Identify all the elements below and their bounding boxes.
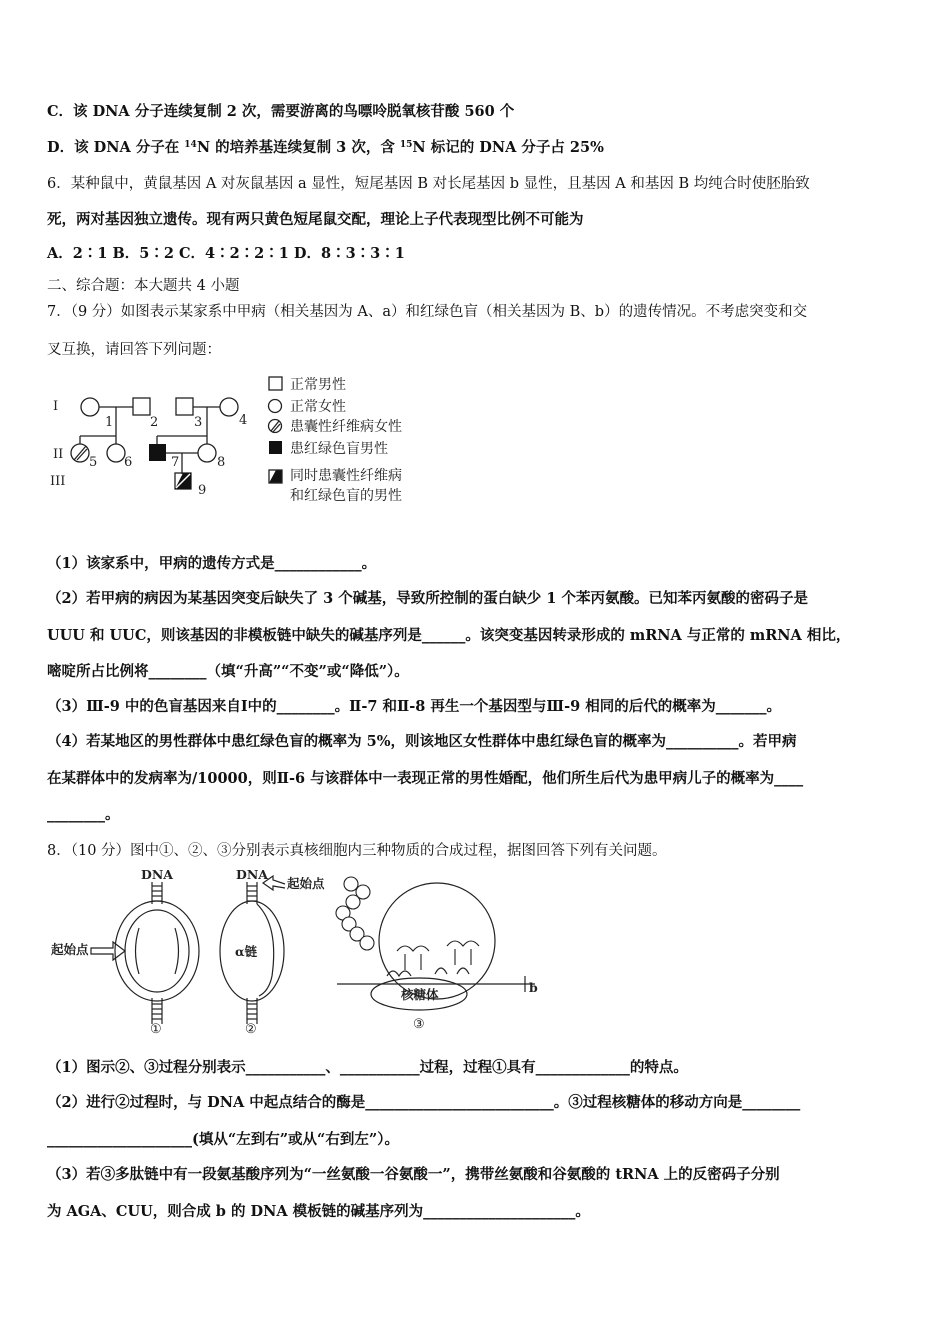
gen-label-3: III	[50, 474, 66, 489]
q8-stem: 8．（10 分）图中①、②、③分别表示真核细胞内三种物质的合成过程，据图回答下列有关问题。	[47, 843, 667, 859]
ped-female-4	[220, 398, 238, 416]
q8-answer-3-line2: 为 AGA、CUU，则合成 b 的 DNA 模板链的碱基序列为_____________________。	[47, 1203, 590, 1220]
dna-label-2: DNA	[236, 867, 268, 882]
q8-answer-2-line1: （2）进行②过程时，与 DNA 中起点结合的酶是__________________________。③过程核糖体的移动方向是________	[47, 1094, 801, 1111]
q7-answer-2-line1: （2）若甲病的病因为某基因突变后缺失了 3 个碱基，导致所控制的蛋白缺少 1 个苯丙氨酸。已知苯丙氨酸的密码子是	[47, 590, 808, 607]
q6-options: A．2∶1 B．5∶2 C．4∶2∶2∶1 D．8∶3∶3∶1	[47, 245, 405, 262]
process-num-1: ①	[150, 1022, 162, 1036]
q7-answer-4-line2: 在某群体中的发病率为/10000，则Ⅱ-6 与该群体中一表现正常的男性婚配，他们所生后代为患甲病儿子的概率为____	[47, 770, 804, 787]
legend-normal-female-icon	[269, 400, 282, 413]
ped-num-6: 6	[124, 455, 133, 470]
q7-answer-4-line3: ________。	[47, 806, 120, 823]
option-d: D．该 DNA 分子在 $^{14}$N 的培养基连续复制 3 次，含 $^{15}$N 标记的 DNA 分子占 25%	[47, 139, 604, 156]
q7-stem-1: 7．（9 分）如图表示某家系中甲病（相关基因为 A、a）和红绿色盲（相关基因为 B、b）的遗传情况。不考虑突变和交	[47, 304, 808, 320]
q8-answer-1: （1）图示②、③过程分别表示___________、___________过程，过程①具有_____________的特点。	[47, 1059, 688, 1076]
q6-stem-2: 死，两对基因独立遗传。现有两只黄色短尾鼠交配，理论上子代表现型比例不可能为	[47, 211, 584, 228]
q7-answer-2-line2: UUU 和 UUC，则该基因的非模板链中缺失的碱基序列是______。该突变基因转录形成的 mRNA 与正常的 mRNA 相比，	[47, 627, 851, 644]
origin-arrow-1	[91, 942, 125, 960]
ped-num-7: 7	[171, 455, 180, 470]
ped-num-9: 9	[198, 483, 207, 498]
origin-label-2: 起始点	[287, 876, 325, 891]
gen-label-2: II	[53, 447, 64, 462]
legend-label-normal-female: 正常女性	[290, 399, 346, 415]
ped-male-3	[176, 398, 193, 415]
legend-label-affected-female: 患囊性纤维病女性	[290, 419, 402, 435]
legend-label-both-line1: 同时患囊性纤维病	[290, 468, 402, 484]
ped-num-3: 3	[194, 415, 203, 430]
q7-answer-3: （3）Ⅲ-9 中的色盲基因来自Ⅰ中的________。Ⅱ-7 和Ⅱ-8 再生一个基因型与Ⅲ-9 相同的后代的概率为_______。	[47, 698, 781, 715]
ped-colorblind-male-7	[149, 444, 166, 461]
ped-male-2	[133, 398, 150, 415]
section-2-heading: 二、综合题：本大题共 4 小题	[47, 278, 240, 294]
legend-colorblind-male-icon	[269, 441, 282, 454]
process-num-2: ②	[245, 1022, 257, 1036]
legend-label-both-line2: 和红绿色盲的男性	[290, 488, 402, 504]
trna-cluster	[397, 941, 479, 970]
q7-stem-2: 叉互换，请回答下列问题：	[47, 342, 221, 358]
ped-num-1: 1	[105, 415, 114, 430]
dna-label-1: DNA	[141, 867, 173, 882]
ped-num-4: 4	[239, 413, 248, 428]
alpha-chain-label: α链	[235, 944, 258, 959]
ped-female-8	[198, 444, 216, 462]
q7-answer-2-line3: 嘧啶所占比例将________（填“升高”“不变”或“降低”）。	[47, 663, 409, 680]
legend-label-colorblind-male: 患红绿色盲男性	[290, 441, 388, 457]
origin-label-1: 起始点	[51, 942, 89, 957]
gen-label-1: I	[53, 399, 59, 414]
process-num-3: ③	[413, 1017, 425, 1032]
q6-stem-1: 6．某种鼠中，黄鼠基因 A 对灰鼠基因 a 显性，短尾基因 B 对长尾基因 b 显性，且基因 A 和基因 B 均纯合时使胚胎致	[47, 176, 810, 192]
ribosome-label: 核糖体	[401, 987, 439, 1002]
q7-answer-4-line1: （4）若某地区的男性群体中患红绿色盲的概率为 5%，则该地区女性群体中患红绿色盲的概率为__________。若甲病	[47, 733, 797, 750]
polypeptide-chain	[336, 877, 374, 950]
pedigree-figure	[47, 370, 447, 510]
ped-female-1	[81, 398, 99, 416]
ped-num-8: 8	[217, 455, 226, 470]
ped-num-5: 5	[89, 455, 98, 470]
q8-answer-3-line1: （3）若③多肽链中有一段氨基酸序列为“一丝氨酸一谷氨酸一”，携带丝氨酸和谷氨酸的 tRNA 上的反密码子分别	[47, 1166, 780, 1183]
ped-female-6	[107, 444, 125, 462]
option-c: C．该 DNA 分子连续复制 2 次，需要游离的鸟嘌呤脱氧核苷酸 560 个	[47, 103, 515, 120]
q7-answer-1: （1）该家系中，甲病的遗传方式是____________。	[47, 555, 377, 572]
legend-label-normal-male: 正常男性	[290, 377, 346, 393]
ped-num-2: 2	[150, 415, 159, 430]
legend-both-male-icon	[269, 470, 282, 483]
q8-answer-2-line2: ____________________(填从“左到右”或从“右到左”）。	[47, 1131, 399, 1148]
b-label: b	[529, 980, 538, 995]
synthesis-figure	[47, 866, 547, 1036]
legend-normal-male-icon	[269, 377, 282, 390]
